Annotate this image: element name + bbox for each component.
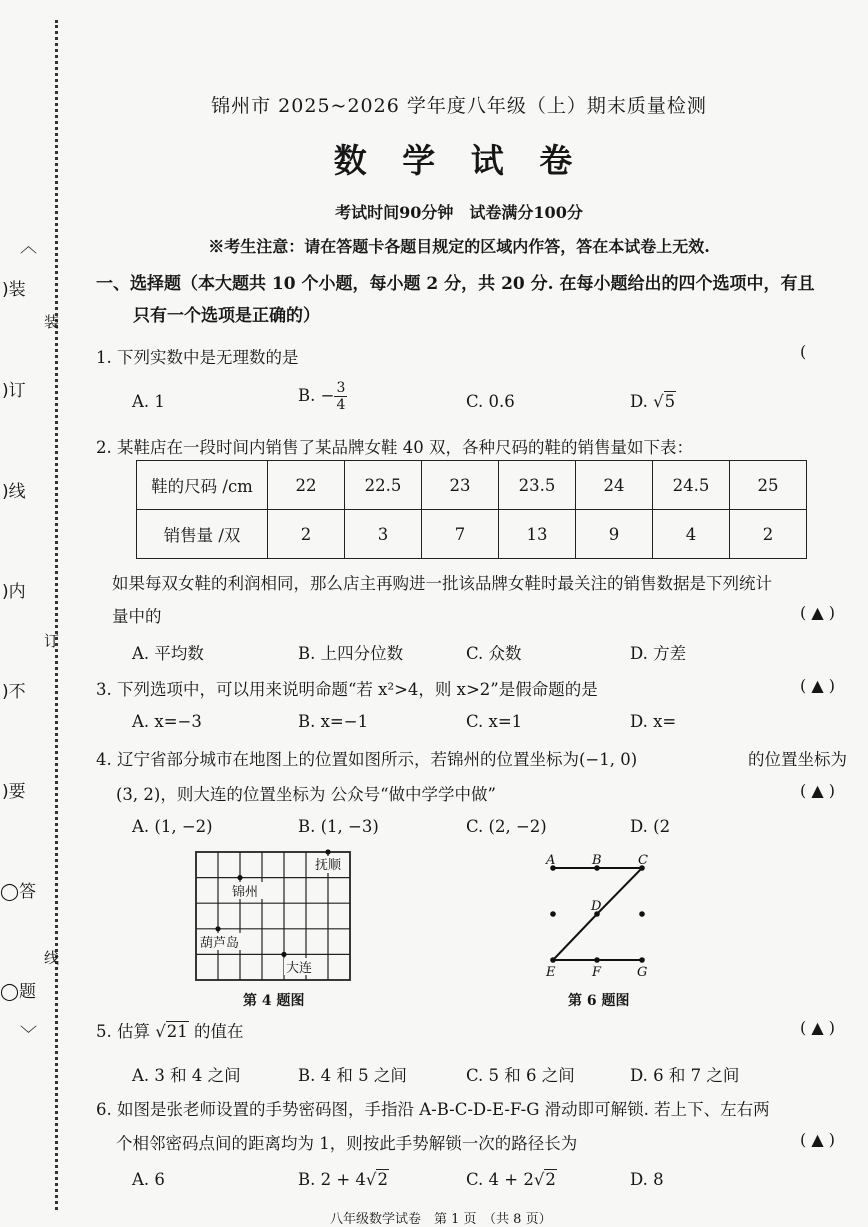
- table-header-sales: 销售量 /双: [137, 510, 268, 559]
- q3-stem: 3. 下列选项中，可以用来说明命题“若 x²>4，则 x>2”是假命题的是: [96, 680, 598, 699]
- margin-outer-1: )装: [2, 280, 26, 300]
- q1-option-c: C. 0.6: [466, 392, 515, 411]
- q2-option-a: A. 平均数: [132, 644, 204, 663]
- q1-fraction: [334, 380, 347, 413]
- section-1-line-1: 一、选择题（本大题共 10 个小题，每小题 2 分，共 20 分. 在每小题给出的四个选项中，有且: [96, 274, 815, 294]
- q2-after-line-1: 如果每双女鞋的利润相同，那么店主再购进一批该品牌女鞋时最关注的销售数据是下列统计: [112, 574, 772, 593]
- q5-stem-suffix: 的值在: [188, 1022, 244, 1041]
- q1-answer-paren: (: [800, 342, 807, 361]
- q4-option-a: A. (1, −2): [132, 817, 213, 836]
- q5-option-c: C. 5 和 6 之间: [466, 1066, 575, 1085]
- margin-outer-2: )订: [2, 381, 26, 401]
- fig4-grid-map: [190, 846, 360, 986]
- table-cell: 23.5: [499, 461, 576, 510]
- table-cell: 25: [730, 461, 807, 510]
- table-cell: 23: [422, 461, 499, 510]
- table-cell: 7: [422, 510, 499, 559]
- q6-option-c-prefix: C. 4 + 2√: [466, 1170, 545, 1189]
- q6-stem-line-1: 6. 如图是张老师设置的手势密码图，手指沿 A-B-C-D-E-F-G 滑动即可解锁. 若上下、左右两: [96, 1100, 770, 1119]
- q1-option-b-prefix: B. −: [298, 386, 335, 405]
- table-cell: 22: [268, 461, 345, 510]
- table-cell: 2: [268, 510, 345, 559]
- q1-frac-den: 4: [336, 397, 346, 413]
- table-cell: 24: [576, 461, 653, 510]
- exam-title: 数 学 试 卷: [333, 141, 585, 180]
- q6-option-b: [298, 1170, 389, 1189]
- fig6-gesture-pattern: [536, 852, 666, 982]
- q3-answer-paren: ( ▲ ): [800, 676, 835, 695]
- section-1-heading: [96, 268, 856, 332]
- margin-outer-7: ◯答: [0, 882, 37, 902]
- fig4-caption: 第 4 题图: [243, 993, 305, 1009]
- q5-answer-paren: ( ▲ ): [800, 1018, 835, 1037]
- exam-notice: ※考生注意：请在答题卡各题目规定的区域内作答，答在本试卷上无效.: [208, 237, 710, 256]
- margin-outer-9: ﹀: [20, 1025, 37, 1045]
- q3-option-b: B. x=−1: [298, 712, 369, 731]
- fig6-caption: 第 6 题图: [568, 993, 630, 1009]
- q1-frac-num: 3: [336, 380, 346, 396]
- margin-inner-1: 订: [44, 632, 60, 650]
- exam-meta: 考试时间90分钟 试卷满分100分: [335, 203, 583, 222]
- fig4-label-huludao: 葫芦岛: [200, 936, 240, 951]
- table-cell: 3: [345, 510, 422, 559]
- table-cell: 24.5: [653, 461, 730, 510]
- q6-answer-paren: ( ▲ ): [800, 1130, 835, 1149]
- q3-option-d: D. x=: [630, 712, 677, 731]
- fig6-label-e: E: [546, 965, 556, 980]
- q3-option-c: C. x=1: [466, 712, 523, 731]
- q6-option-b-prefix: B. 2 + 4√: [298, 1170, 377, 1189]
- q5-radicand: 21: [166, 1022, 188, 1041]
- q6-stem-line-2: 个相邻密码点间的距离均为 1，则按此手势解锁一次的路径长为: [116, 1134, 578, 1153]
- q2-option-b: B. 上四分位数: [298, 644, 404, 663]
- q1-stem: 1. 下列实数中是无理数的是: [96, 348, 299, 367]
- q2-stem: 2. 某鞋店在一段时间内销售了某品牌女鞋 40 双，各种尺码的鞋的销售量如下表：: [96, 438, 693, 457]
- margin-outer-3: )线: [2, 482, 26, 502]
- q5-option-b: B. 4 和 5 之间: [298, 1066, 407, 1085]
- fig6-label-c: C: [638, 853, 648, 868]
- q2-option-c: C. 众数: [466, 644, 522, 663]
- table-cell: 22.5: [345, 461, 422, 510]
- exam-subtitle: 锦州市 2025~2026 学年度八年级（上）期末质量检测: [211, 95, 707, 117]
- margin-inner-0: 装: [44, 313, 60, 331]
- q6-option-b-radicand: 2: [377, 1170, 388, 1189]
- table-cell: 2: [730, 510, 807, 559]
- margin-inner-2: 线: [44, 949, 60, 967]
- q4-option-d: D. (2: [630, 817, 671, 836]
- margin-outer-5: )不: [2, 682, 26, 702]
- fig6-label-d: D: [591, 899, 602, 914]
- table-header-size: 鞋的尺码 /cm: [137, 461, 268, 510]
- q6-option-d: D. 8: [630, 1170, 664, 1189]
- fig4-label-fushun: 抚顺: [315, 858, 342, 873]
- margin-outer-6: )要: [2, 782, 26, 802]
- section-1-line-2: 只有一个选项是正确的）: [133, 306, 320, 326]
- q4-answer-paren: ( ▲ ): [800, 781, 835, 800]
- table-row: [137, 461, 807, 510]
- fig6-label-a: A: [546, 853, 556, 868]
- q5-stem-prefix: 5. 估算 √: [96, 1022, 166, 1041]
- margin-outer-0: ︿: [20, 237, 37, 257]
- margin-outer-8: ◯题: [0, 982, 37, 1002]
- table-cell: 9: [576, 510, 653, 559]
- q4-option-b: B. (1, −3): [298, 817, 379, 836]
- q1-option-b: [298, 380, 347, 413]
- q2-after-line-2: 量中的: [112, 607, 162, 626]
- binding-dotted-line: [55, 20, 58, 1210]
- q4-option-c: C. (2, −2): [466, 817, 547, 836]
- q2-size-table: [136, 460, 807, 559]
- fig6-label-g: G: [637, 965, 648, 980]
- table-cell: 4: [653, 510, 730, 559]
- q5-stem: [96, 1018, 244, 1042]
- q1-option-d: [630, 392, 676, 411]
- page-footer: 八年级数学试卷 第 1 页 （共 8 页）: [330, 1212, 552, 1227]
- q1-option-d-prefix: D. √: [630, 392, 664, 411]
- q2-answer-paren: ( ▲ ): [800, 603, 835, 622]
- fig4-label-jinzhou: 锦州: [232, 885, 259, 900]
- fig6-label-b: B: [592, 853, 602, 868]
- q5-option-d: D. 6 和 7 之间: [630, 1066, 740, 1085]
- q6-option-c: [466, 1170, 557, 1189]
- fig6-label-f: F: [592, 965, 602, 980]
- q6-option-c-radicand: 2: [545, 1170, 556, 1189]
- table-cell: 13: [499, 510, 576, 559]
- q1-option-a: A. 1: [132, 392, 165, 411]
- q4-stem-line-1-end: 的位置坐标为: [748, 750, 847, 769]
- q3-option-a: A. x=−3: [132, 712, 202, 731]
- q5-option-a: A. 3 和 4 之间: [132, 1066, 241, 1085]
- fig4-label-dalian: 大连: [286, 961, 313, 976]
- q6-option-a: A. 6: [132, 1170, 165, 1189]
- q1-option-d-radicand: 5: [664, 392, 676, 411]
- margin-outer-4: )内: [2, 582, 26, 602]
- table-row: [137, 510, 807, 559]
- q2-option-d: D. 方差: [630, 644, 687, 663]
- q4-stem-line-1: 4. 辽宁省部分城市在地图上的位置如图所示，若锦州的位置坐标为(−1, 0): [96, 750, 638, 769]
- q4-stem-line-2: (3, 2)，则大连的位置坐标为 公众号“做中学学中做”: [116, 785, 496, 804]
